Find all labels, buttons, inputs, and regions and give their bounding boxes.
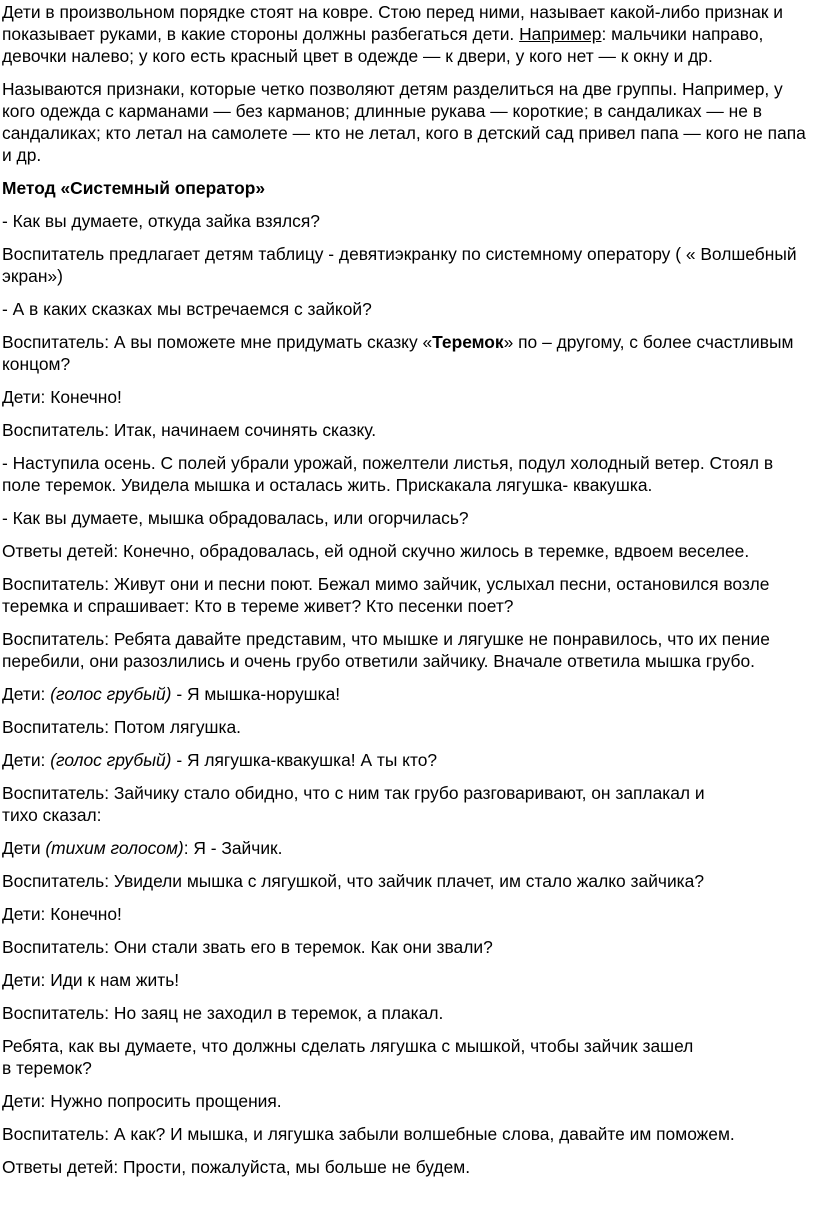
- paragraph-children-yes: Дети: Конечно!: [2, 904, 122, 924]
- paragraph-children-mouse: [2, 683, 816, 705]
- paragraph-text: - Я мышка-норушка!: [171, 684, 341, 704]
- paragraph-text: : Я - Зайчик.: [183, 838, 283, 858]
- paragraph-children-forgive: Дети: Нужно попросить прощения.: [2, 1091, 282, 1111]
- paragraph-teacher-bunny: Воспитатель: Живут они и песни поют. Бежал мимо зайчик, услыхал песни, остановился возле теремка и спрашивает: Кто в тереме живет? Кто песенки поет?: [2, 574, 770, 616]
- stage-direction: (голос грубый): [50, 750, 172, 770]
- paragraph-text: : мальчики направо, девочки налево; у кого есть красный цвет в одежде — к двери, у кого нет — к окну и др.: [2, 24, 764, 66]
- paragraph-teacher-magic-words: Воспитатель: А как? И мышка, и лягушка забыли волшебные слова, давайте им поможем.: [2, 1124, 735, 1144]
- paragraph-teacher-story: [2, 331, 816, 375]
- paragraph-text: » по – другому, с более счастливым концом?: [2, 332, 794, 374]
- paragraph-teacher-pity: Воспитатель: Увидели мышка с лягушкой, что зайчик плачет, им стало жалко зайчика?: [2, 871, 705, 891]
- paragraph-question-children: [2, 1035, 816, 1079]
- paragraph-text: - Я лягушка-квакушка! А ты кто?: [171, 750, 438, 770]
- paragraph-teacher-call: Воспитатель: Они стали звать его в теремок. Как они звали?: [2, 937, 493, 957]
- paragraph-teacher-crying: Воспитатель: Но заяц не заходил в теремок, а плакал.: [2, 1003, 444, 1023]
- paragraph-teacher-imagine: Воспитатель: Ребята давайте представим, что мышке и лягушке не понравилось, что их пение перебили, они разозлились и очень грубо ответили зайчику. Вначале ответила мышка грубо.: [2, 629, 770, 671]
- tale-title-bold: Теремок: [432, 332, 504, 352]
- example-underlined-word: Например: [519, 24, 602, 44]
- paragraph-text: Дети:: [2, 684, 51, 704]
- paragraph-teacher-frog: Воспитатель: Потом лягушка.: [2, 717, 241, 737]
- paragraph-children-call: Дети: Иди к нам жить!: [2, 970, 180, 990]
- paragraph-signs: Называются признаки, которые четко позволяют детям разделиться на две группы. Например, у кого одежда с карманами — без карманов; длинные рукава — короткие; в сандаликах — не в сандаликах; кто летал на самолете — кто не летал, кого в детский сад привел папа — кого не папа и др.: [2, 79, 806, 165]
- paragraph-teacher-table: Воспитатель предлагает детям таблицу - девятиэкранку по системному оператору ( « Волшебный экран»): [2, 244, 797, 286]
- paragraph-children-frog: [2, 749, 816, 771]
- stage-direction: (тихим голосом): [45, 838, 184, 858]
- paragraph-children-answers: Ответы детей: Конечно, обрадовалась, ей одной скучно жилось в теремке, вдвоем веселее.: [2, 541, 750, 561]
- paragraph-question-tales: - А в каких сказках мы встречаемся с зайкой?: [2, 299, 372, 319]
- paragraph-text: Воспитатель: А вы поможете мне придумать сказку «: [2, 332, 433, 352]
- paragraph-game-rules: [2, 1, 816, 67]
- paragraph-text: Дети: [2, 838, 46, 858]
- paragraph-teacher-begin: Воспитатель: Итак, начинаем сочинять сказку.: [2, 420, 377, 440]
- paragraph-teacher-offended: [2, 782, 816, 826]
- paragraph-text: Ребята, как вы думаете, что должны сделать лягушка с мышкой, чтобы зайчик зашел: [2, 1036, 694, 1056]
- paragraph-text: Дети в произвольном порядке стоят на ковре. Стою перед ними, называет какой-либо признак и показывает руками, в какие стороны должны разбегаться дети.: [2, 2, 784, 44]
- section-heading: Метод «Системный оператор»: [2, 178, 266, 198]
- paragraph-children-answer: Дети: Конечно!: [2, 387, 122, 407]
- paragraph-children-bunny: [2, 837, 816, 859]
- paragraph-text: Дети:: [2, 750, 51, 770]
- paragraph-text: в теремок?: [2, 1058, 92, 1078]
- paragraph-question-mouse: - Как вы думаете, мышка обрадовалась, или огорчилась?: [2, 508, 469, 528]
- paragraph-text: тихо сказал:: [2, 805, 102, 825]
- paragraph-children-sorry: Ответы детей: Прости, пожалуйста, мы больше не будем.: [2, 1157, 471, 1177]
- paragraph-question-origin: - Как вы думаете, откуда зайка взялся?: [2, 211, 320, 231]
- paragraph-story-autumn: - Наступила осень. С полей убрали урожай, пожелтели листья, подул холодный ветер. Стоял в поле теремок. Увидела мышка и осталась жить. Прискакала лягушка- квакушка.: [2, 453, 774, 495]
- paragraph-text: Воспитатель: Зайчику стало обидно, что с ним так грубо разговаривают, он заплакал и: [2, 783, 705, 803]
- stage-direction: (голос грубый): [50, 684, 172, 704]
